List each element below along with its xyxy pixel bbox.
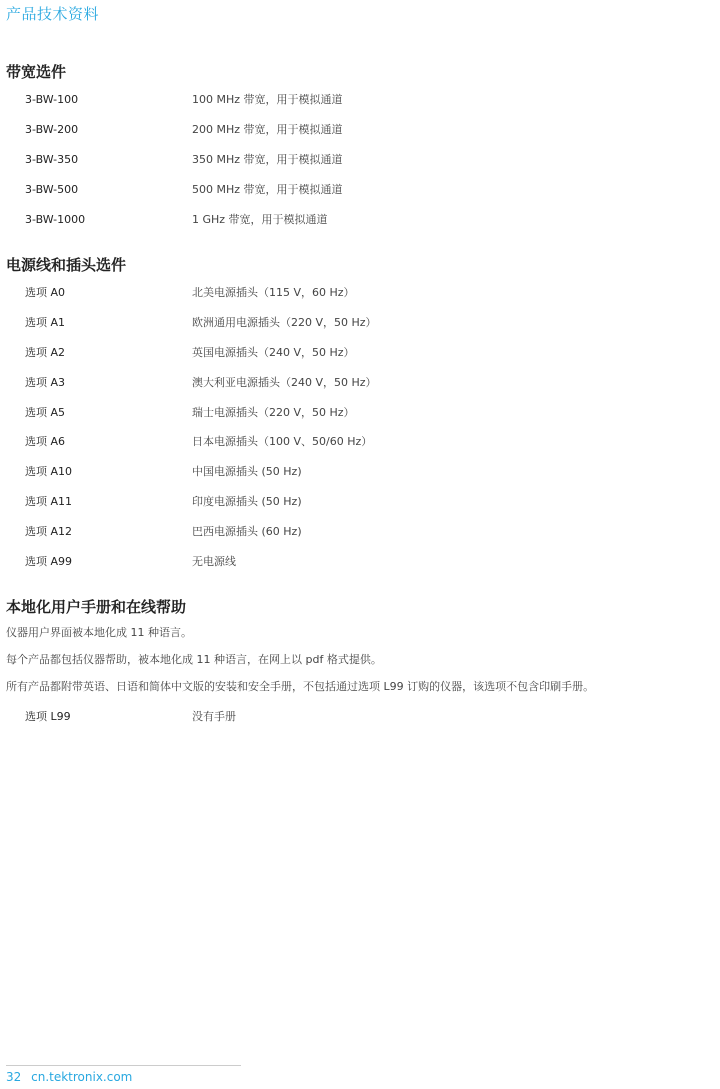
option-code: 选项 A5 xyxy=(25,406,66,419)
footer-url[interactable]: cn.tektronix.com xyxy=(31,1070,133,1084)
option-row xyxy=(0,433,720,451)
footer-divider xyxy=(6,1065,241,1066)
option-code: 3-BW-350 xyxy=(25,153,79,166)
option-code: 选项 A2 xyxy=(25,346,66,359)
option-row xyxy=(0,284,720,302)
localization-heading: 本地化用户手册和在线帮助 xyxy=(6,598,187,616)
option-row xyxy=(0,151,720,169)
localization-paragraph: 仪器用户界面被本地化成 11 种语言。 xyxy=(6,626,192,639)
localization-paragraph: 所有产品都附带英语、日语和简体中文版的安装和安全手册，不包括通过选项 L99 订购的仪器，该选项不包含印刷手册。 xyxy=(6,680,595,693)
option-code: 3-BW-200 xyxy=(25,123,79,136)
option-row xyxy=(0,91,720,109)
option-description: 无电源线 xyxy=(192,555,236,568)
option-description: 英国电源插头（240 V，50 Hz） xyxy=(192,346,355,359)
option-code: 选项 A11 xyxy=(25,495,73,508)
option-description: 澳大利亚电源插头（240 V，50 Hz） xyxy=(192,376,377,389)
option-description: 欧洲通用电源插头（220 V，50 Hz） xyxy=(192,316,377,329)
option-code: 3-BW-1000 xyxy=(25,213,86,226)
option-description: 北美电源插头（115 V，60 Hz） xyxy=(192,286,355,299)
option-row xyxy=(0,523,720,541)
option-row xyxy=(0,493,720,511)
option-row xyxy=(0,211,720,229)
page-number: 32 xyxy=(6,1070,22,1084)
option-code: 选项 A99 xyxy=(25,555,73,568)
bandwidth-heading: 带宽选件 xyxy=(6,63,67,81)
document-title: 产品技术资料 xyxy=(6,5,100,23)
power-heading: 电源线和插头选件 xyxy=(6,256,127,274)
option-code: 3-BW-100 xyxy=(25,93,79,106)
option-description: 巴西电源插头 (60 Hz) xyxy=(192,525,302,538)
option-code: 选项 A6 xyxy=(25,435,66,448)
option-description: 200 MHz 带宽，用于模拟通道 xyxy=(192,123,343,136)
option-description: 100 MHz 带宽，用于模拟通道 xyxy=(192,93,343,106)
option-row xyxy=(0,404,720,422)
option-row xyxy=(0,181,720,199)
option-code: 选项 A1 xyxy=(25,316,66,329)
option-row xyxy=(0,553,720,571)
option-row xyxy=(0,708,720,726)
option-row xyxy=(0,121,720,139)
option-description: 没有手册 xyxy=(192,710,236,723)
option-code: 选项 A10 xyxy=(25,465,73,478)
option-description: 日本电源插头（100 V、50/60 Hz） xyxy=(192,435,373,448)
option-description: 500 MHz 带宽，用于模拟通道 xyxy=(192,183,343,196)
option-description: 1 GHz 带宽，用于模拟通道 xyxy=(192,213,328,226)
footer xyxy=(6,1070,132,1084)
option-code: 3-BW-500 xyxy=(25,183,79,196)
option-row xyxy=(0,374,720,392)
option-description: 瑞士电源插头（220 V，50 Hz） xyxy=(192,406,355,419)
option-code: 选项 A3 xyxy=(25,376,66,389)
option-row xyxy=(0,344,720,362)
option-code: 选项 L99 xyxy=(25,710,71,723)
option-description: 中国电源插头 (50 Hz) xyxy=(192,465,302,478)
option-row xyxy=(0,314,720,332)
option-description: 印度电源插头 (50 Hz) xyxy=(192,495,302,508)
localization-paragraph: 每个产品都包括仪器帮助，被本地化成 11 种语言，在网上以 pdf 格式提供。 xyxy=(6,653,382,666)
option-code: 选项 A12 xyxy=(25,525,73,538)
option-description: 350 MHz 带宽，用于模拟通道 xyxy=(192,153,343,166)
option-row xyxy=(0,463,720,481)
option-code: 选项 A0 xyxy=(25,286,66,299)
